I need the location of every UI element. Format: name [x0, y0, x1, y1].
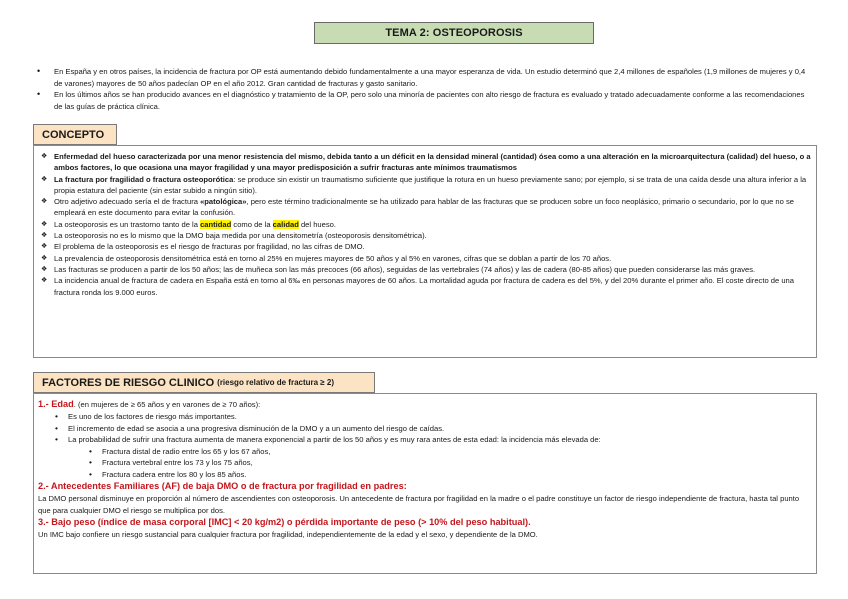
definition-text: Enfermedad del hueso caracterizada por una menor resistencia del mismo, debida tanto a un déficit en la densidad mineral (cantidad) ósea como a una alteración en la microarquitectura (calidad) del hueso, o a ambos factores, lo que ocasiona una mayor fragilidad y una mayor predisposición a sufrir fracturas ante mínimos traumatismos — [54, 152, 811, 173]
intro-item: • En España y en otros países, la incidencia de fractura por OP está aumentando debido fundamentalmente a una mayor esperanza de vida. Un estudio determinó que 2,4 millones de españoles (1,9 millones de mujeres y 0,4 de varones) mayores de 50 años padecían OP en el año 2012. Gran cantidad de fracturas y gasto sanitario. — [54, 66, 806, 89]
risk-heading-text: 2.- Antecedentes Familiares (AF) de baja DMO o de fractura por fragilidad en padres: — [38, 481, 407, 491]
fracture-term: La fractura por fragilidad o fractura osteoporótica — [54, 174, 234, 184]
section-label-subtitle: (riesgo relativo de fractura ≥ 2) — [217, 378, 335, 387]
edad-sublist — [38, 446, 810, 481]
disorder-text-c: del hueso. — [298, 219, 336, 229]
adjective-text-a: Otro adjetivo adecuado sería el de fractura — [54, 197, 201, 207]
concepto-list — [41, 151, 816, 298]
list-item: • La probabilidad de sufrir una fractura aumenta de manera exponencial a partir de los 50 años y es muy rara antes de esta edad: la incidencia más elevada de: — [68, 434, 810, 446]
factores-content — [38, 398, 810, 541]
list-item — [54, 151, 816, 174]
adjective-text-b: , pero este término tradicionalmente se ha utilizado para hablar de las fracturas que se producen sobre un foco neoplásico, primario o secundario, por lo que no se empleará en este documento para evitar la confusión. — [54, 197, 794, 218]
section-label-factores — [33, 372, 375, 393]
list-item: • Fractura cadera entre los 80 y los 85 años. — [102, 469, 810, 481]
list-item: • Fractura vertebral entre los 73 y los 75 años, — [102, 457, 810, 469]
peso-text: Un IMC bajo confiere un riesgo sustancial para cualquier fractura por fragilidad, independientemente de la edad y el sexo, y dependiente de la DMO. — [38, 530, 538, 539]
intro-item: • En los últimos años se han producido avances en el diagnóstico y tratamiento de la OP, pero solo una minoría de pacientes con alto riesgo de fractura es evaluado y tratado adecuadamente conforme a las recomendaciones de las guías de práctica clínica. — [54, 89, 806, 112]
risk-heading-text: 1.- Edad — [38, 399, 74, 409]
section-label-text: CONCEPTO — [42, 128, 105, 141]
list-item: • Es uno de los factores de riesgo más importantes. — [68, 411, 810, 423]
list-item: ❖ La prevalencia de osteoporosis densitométrica está en torno al 25% en mujeres mayores de 50 años y al 5% en varones, cifras que se doblan a partir de los 70 años. — [54, 253, 816, 264]
list-item — [54, 219, 816, 230]
disorder-text-b: como de la — [231, 219, 273, 229]
edad-list — [38, 411, 810, 446]
intro-section — [36, 66, 806, 112]
familiares-text: La DMO personal disminuye en proporción al número de ascendientes con osteoporosis. Un antecedente de fractura por fragilidad en la madre o el padre constituye un factor de riesgo independiente de fractura, hasta tal punto que para cualquier DMO el riesgo se multiplica por dos. — [38, 494, 800, 515]
section-label-text: FACTORES DE RIESGO CLINICO — [42, 376, 215, 389]
fracture-description: : se produce sin existir un traumatismo suficiente que justifique la rotura en un hueso previamente sano; por ejemplo, si se trata de una caída desde una altura inferior a la propia estatura del paciente (sin estar subido a ningún sitio). — [54, 174, 807, 195]
list-item: ❖ La osteoporosis no es lo mismo que la DMO baja medida por una densitometría (osteoporosis densitométrica). — [54, 230, 816, 241]
list-item — [54, 196, 816, 219]
document-title — [314, 22, 594, 44]
highlight-cantidad: cantidad — [200, 219, 232, 229]
adjective-term: «patológica» — [200, 197, 247, 207]
risk-heading-edad — [38, 398, 810, 411]
section-label-concepto — [33, 124, 117, 145]
highlight-calidad: calidad — [272, 219, 299, 229]
risk-heading-text: 3.- Bajo peso (índice de masa corporal [IMC] < 20 kg/m2) o pérdida importante de peso (> 10% del peso habitual). — [38, 517, 531, 527]
intro-list — [36, 66, 806, 112]
list-item: ❖ La incidencia anual de fractura de cadera en España está en torno al 6‰ en personas mayores de 60 años. La mortalidad aguda por fractura de cadera es del 5%, y del 20% durante el primer año. El coste directo de una fractura ronda los 9.000 euros. — [54, 275, 816, 298]
list-item: ❖ Las fracturas se producen a partir de los 50 años; las de muñeca son las más precoces (66 años), seguidas de las vertebrales (74 años) y las de cadera (80-85 años) que pueden considerarse las más graves. — [54, 264, 816, 275]
risk-heading-note: . (en mujeres de ≥ 65 años y en varones de ≥ 70 años): — [73, 400, 261, 409]
risk-heading-familiares — [38, 480, 810, 493]
list-item: ❖ El problema de la osteoporosis es el riesgo de fracturas por fragilidad, no las cifras de DMO. — [54, 241, 816, 252]
risk-heading-peso — [38, 516, 810, 529]
list-item — [54, 174, 816, 197]
disorder-text-a: La osteoporosis es un trastorno tanto de la — [54, 219, 201, 229]
list-item: • Fractura distal de radio entre los 65 y los 67 años, — [102, 446, 810, 458]
document-title-text: TEMA 2: OSTEOPOROSIS — [385, 27, 523, 39]
list-item: • El incremento de edad se asocia a una progresiva disminución de la DMO y a un aumento del riesgo de caídas. — [68, 423, 810, 435]
